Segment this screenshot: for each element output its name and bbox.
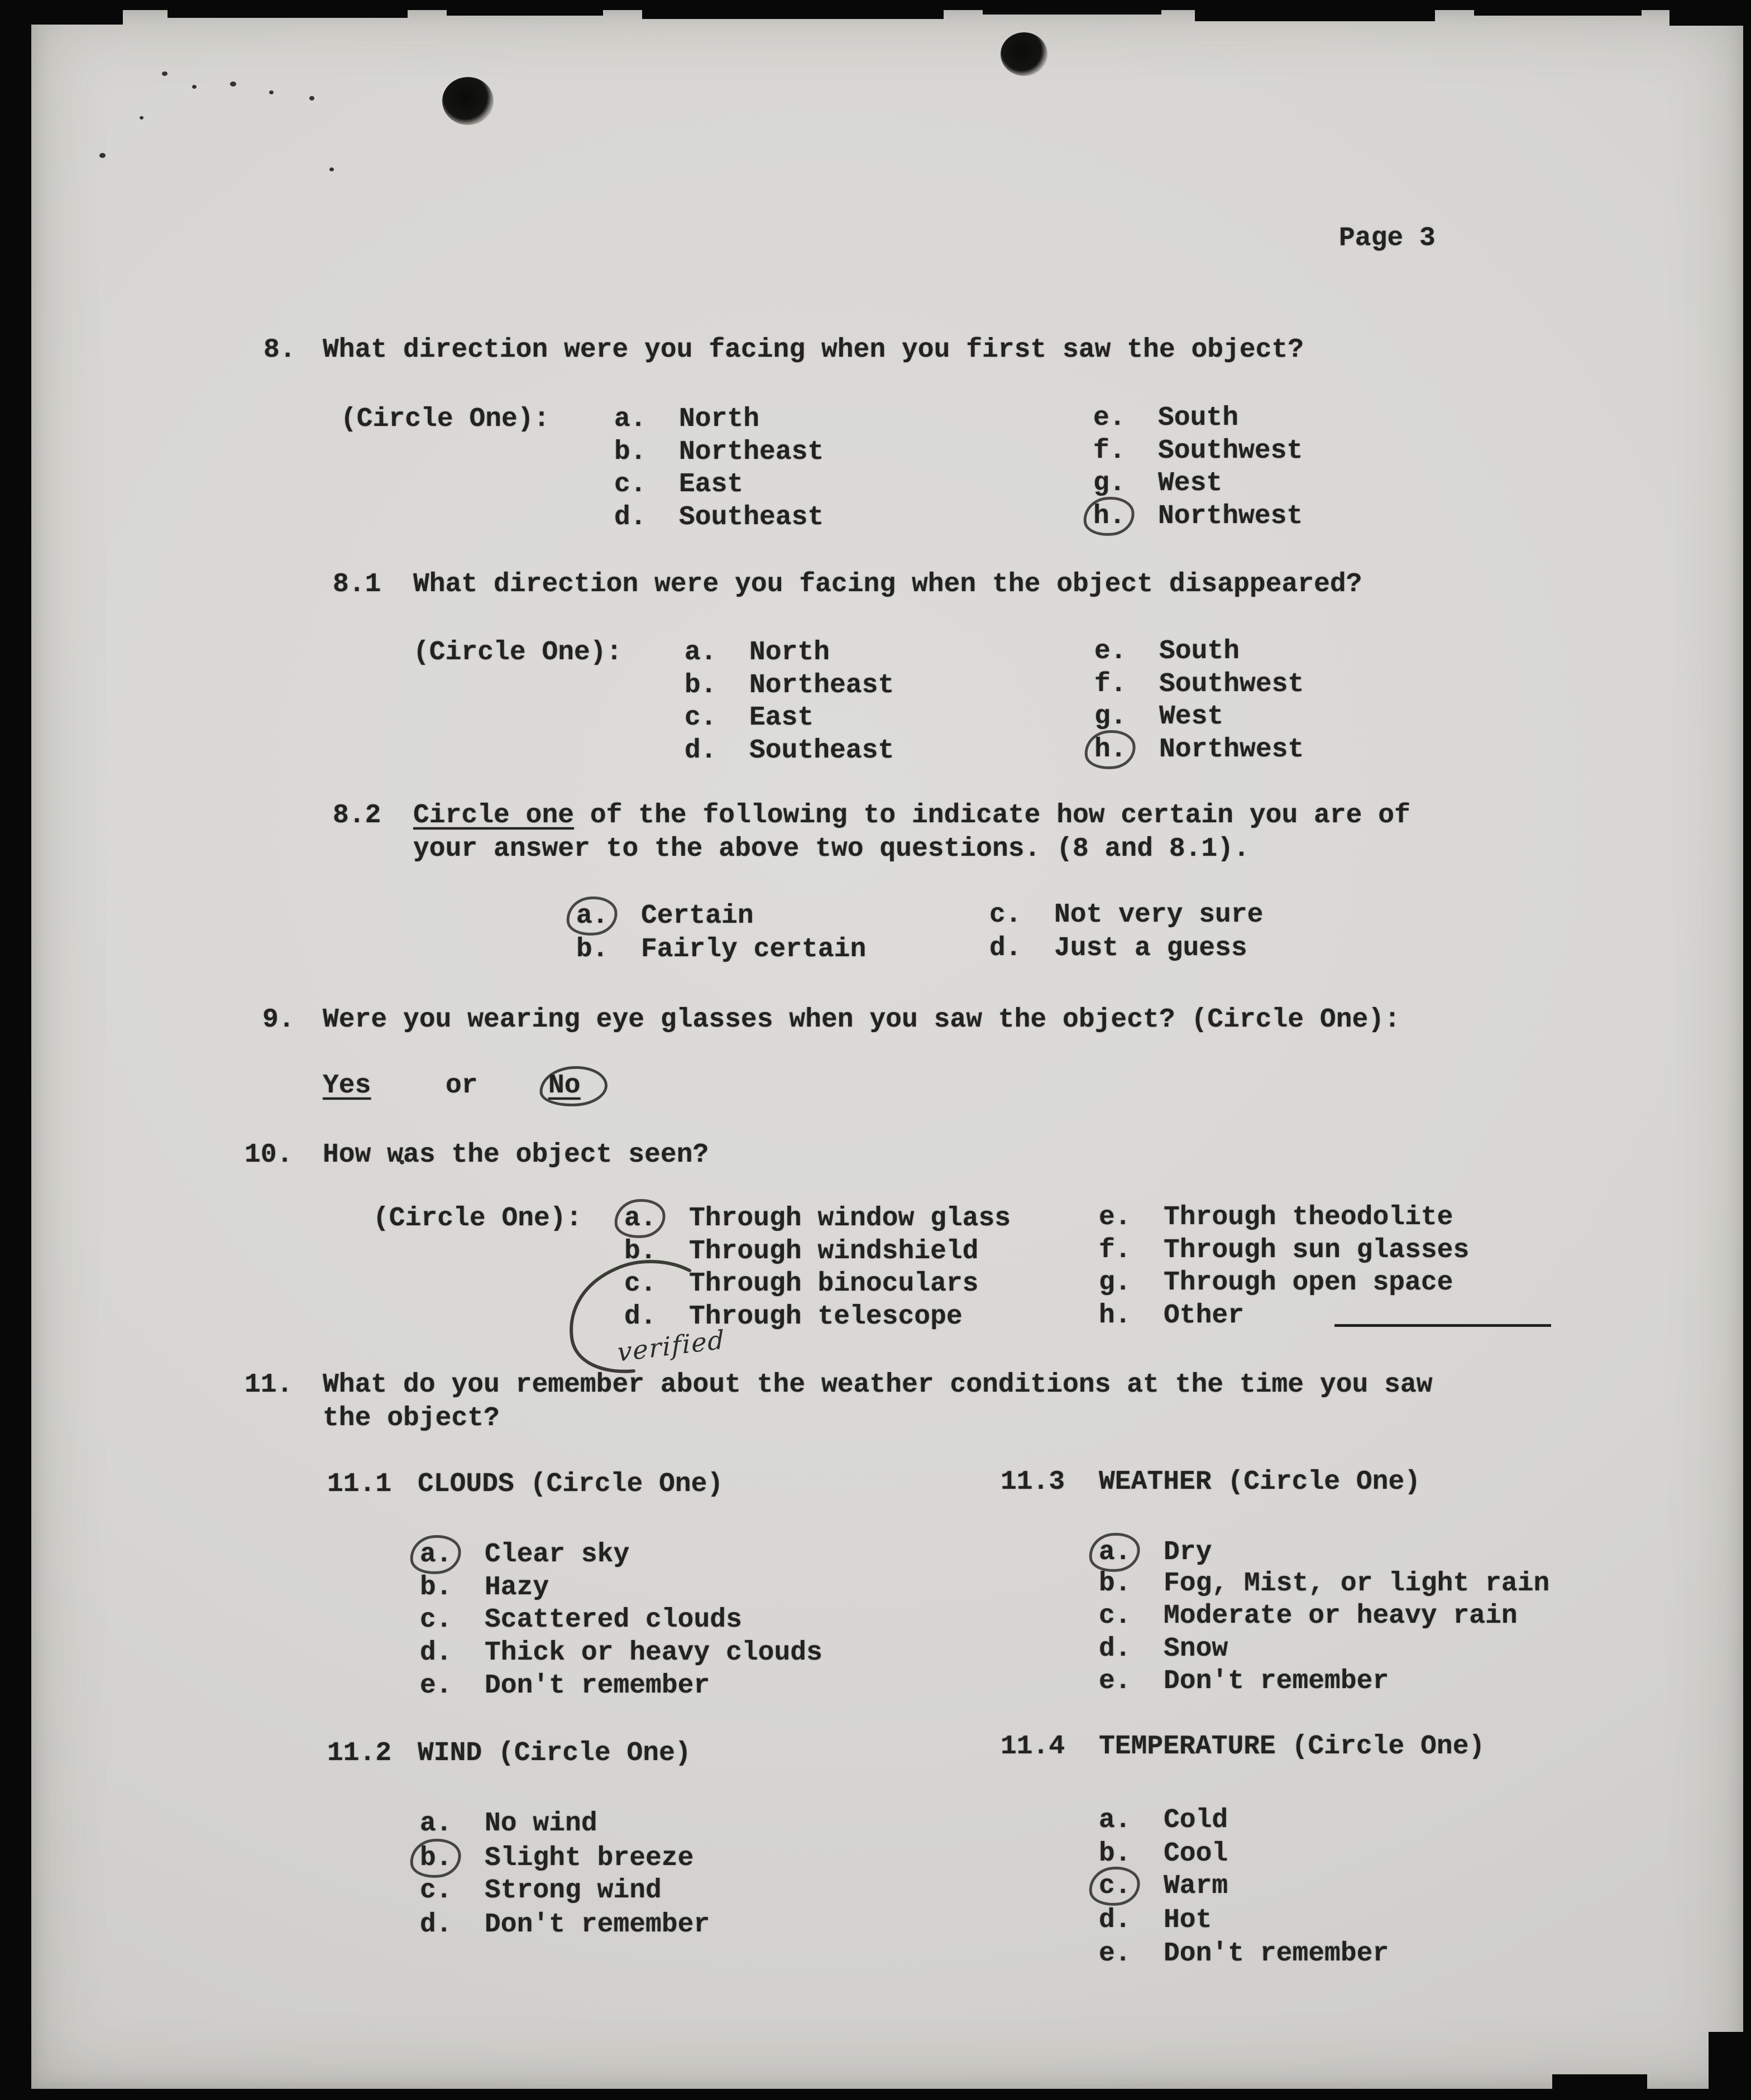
handwritten-note: verified [617,1324,726,1368]
option-label: Northwest [1158,501,1303,531]
option-letter: a. [420,1809,452,1839]
edge-tear [1474,0,1642,16]
option-letter: e. [1099,1202,1131,1233]
s11-2-title: WIND (Circle One) [418,1738,691,1768]
s11-4-title: TEMPERATURE (Circle One) [1099,1732,1485,1762]
option-label: Southwest [1158,436,1303,466]
option-label: Thick or heavy clouds [485,1638,822,1668]
option-label: Don't remember [485,1910,710,1940]
q8-2-text-rest: of the following to indicate how certain you are of [574,800,1410,831]
option-label: Clear sky [485,1540,630,1570]
q9-number: 9. [262,1005,295,1035]
option-label: Warm [1164,1871,1228,1901]
option-label: Moderate or heavy rain [1164,1601,1518,1631]
option-label: Cool [1164,1839,1228,1869]
option-label: Through window glass [689,1204,1011,1234]
option-letter-circle-mark: h. [1094,733,1159,766]
edge-left [0,0,31,2100]
option-letter: e. [1099,1666,1131,1696]
s11-2-number: 11.2 [327,1738,392,1768]
q9-answer-yes: Yes [323,1071,371,1101]
option-letter: e. [420,1671,452,1701]
edge-tear [642,0,944,19]
option-letter: b. [1099,1569,1131,1599]
edge-tear [168,0,408,18]
option-label: Northeast [749,670,894,701]
edge-right [1743,0,1751,2100]
option-label: Cold [1164,1805,1228,1835]
s11-1-number: 11.1 [327,1469,392,1499]
option-label: Through windshield [689,1236,979,1267]
edge-tear [0,0,123,25]
edge-tear [1195,0,1435,21]
edge-tear [1552,2074,1647,2100]
option-letter: c. [624,1269,657,1299]
option-letter: c. [420,1876,452,1906]
option-label: East [679,469,744,500]
q11-text-line1: What do you remember about the weather conditions at the time you saw [323,1370,1433,1400]
option-label: North [749,637,830,668]
option-letter-circle-mark: h. [1093,500,1158,533]
option-label: Snow [1164,1634,1228,1664]
option-letter: d. [614,502,647,533]
q8-number: 8. [264,335,296,365]
option-letter: a. [685,637,717,668]
option-label: Fog, Mist, or light rain [1164,1569,1550,1599]
option-label: No wind [485,1809,597,1839]
option-letter: c. [989,900,1022,930]
s11-4-number: 11.4 [1001,1732,1065,1762]
option-label: Not very sure [1054,900,1264,930]
option-label: South [1159,636,1240,667]
option-letter: c. [685,703,717,733]
q8-1-number: 8.1 [333,569,381,600]
option-letter-circle-mark: a. [576,900,641,932]
option-letter: c. [614,469,647,500]
option-letter: g. [1093,468,1126,498]
underlined-phrase: Circle one [413,800,575,831]
option-letter: b. [1099,1839,1131,1869]
edge-bottom [0,2089,1751,2100]
option-letter: d. [624,1302,657,1332]
option-label: Hot [1164,1905,1212,1935]
edge-tear [983,0,1161,15]
q10-number: 10. [245,1140,293,1170]
option-letter: d. [685,736,717,766]
option-label: Just a guess [1054,933,1247,963]
option-letter: b. [576,934,609,965]
option-label: Southwest [1159,669,1304,699]
option-letter: d. [420,1638,452,1668]
option-label: Through telescope [689,1302,963,1332]
option-letter: d. [1099,1905,1131,1935]
q11-number: 11. [245,1370,293,1400]
edge-tear [1669,0,1751,26]
s11-3-title: WEATHER (Circle One) [1099,1467,1421,1497]
circle-mark: No [548,1071,581,1101]
option-letter: d. [989,933,1022,963]
option-label: Other [1164,1301,1245,1331]
q11-text-line2: the object? [323,1403,500,1433]
option-label: Strong wind [485,1876,662,1906]
option-letter: e. [1094,636,1127,667]
edge-tear [1709,2032,1751,2100]
option-label: North [679,404,760,434]
option-label: West [1159,702,1224,732]
option-label: Hazy [485,1572,549,1603]
option-label: Southeast [749,736,894,766]
option-letter: c. [1099,1601,1131,1631]
option-label: South [1158,403,1239,433]
q8-2-number: 8.2 [333,800,381,831]
option-letter: h. [1099,1301,1131,1331]
option-letter: c. [420,1605,452,1635]
option-letter-circle-mark: b. [420,1842,485,1874]
q9-text: Were you wearing eye glasses when you saw the object? (Circle One): [323,1005,1400,1035]
s11-3-number: 11.3 [1001,1467,1065,1497]
option-letter: e. [1099,1939,1131,1969]
option-label: Dry [1164,1537,1212,1567]
q8-text: What direction were you facing when you first saw the object? [323,335,1304,365]
option-letter: g. [1099,1268,1131,1298]
option-letter: b. [624,1236,657,1267]
page-number: Page 3 [1339,223,1436,253]
option-letter: d. [1099,1634,1131,1664]
option-letter: b. [420,1572,452,1603]
option-label: Through sun glasses [1164,1235,1470,1265]
option-label: Southeast [679,502,824,533]
option-letter-circle-mark: c. [1099,1870,1164,1902]
option-letter: g. [1094,702,1127,732]
option-label: Fairly certain [641,934,867,965]
option-letter: a. [614,404,647,434]
option-label: Northwest [1159,735,1304,765]
option-label: Through theodolite [1164,1202,1453,1233]
option-label: Don't remember [1164,1666,1389,1696]
option-label: Don't remember [485,1671,710,1701]
option-letter-circle-mark: a. [420,1538,485,1571]
option-label: Northeast [679,437,824,467]
option-label: Through binoculars [689,1269,979,1299]
q10-circle-one-label: (Circle One): [373,1204,582,1234]
q9-or-label: or [446,1071,478,1101]
option-letter: e. [1093,403,1126,433]
option-label: East [749,703,814,733]
option-letter: b. [685,670,717,701]
option-letter: f. [1094,669,1127,699]
option-letter-circle-mark: a. [624,1202,689,1235]
s11-1-title: CLOUDS (Circle One) [418,1469,724,1499]
q8-1-text: What direction were you facing when the object disappeared? [413,569,1362,600]
option-label: Through open space [1164,1268,1453,1298]
option-letter: f. [1099,1235,1131,1265]
q8-circle-one-label: (Circle One): [341,404,550,434]
option-label: Don't remember [1164,1939,1389,1969]
option-label: Slight breeze [485,1843,694,1873]
option-letter: d. [420,1910,452,1940]
option-letter: b. [614,437,647,467]
option-letter: a. [1099,1805,1131,1835]
option-letter: f. [1093,436,1126,466]
q8-2-text-line2: your answer to the above two questions. (8 and 8.1). [413,834,1250,864]
q8-1-circle-one-label: (Circle One): [413,637,623,668]
option-label: Certain [641,901,754,931]
option-label: Scattered clouds [485,1605,742,1635]
q10-text: How was the object seen? [323,1140,709,1170]
option-label: West [1158,468,1223,498]
option-letter-circle-mark: a. [1099,1536,1164,1569]
edge-tear [447,0,603,16]
